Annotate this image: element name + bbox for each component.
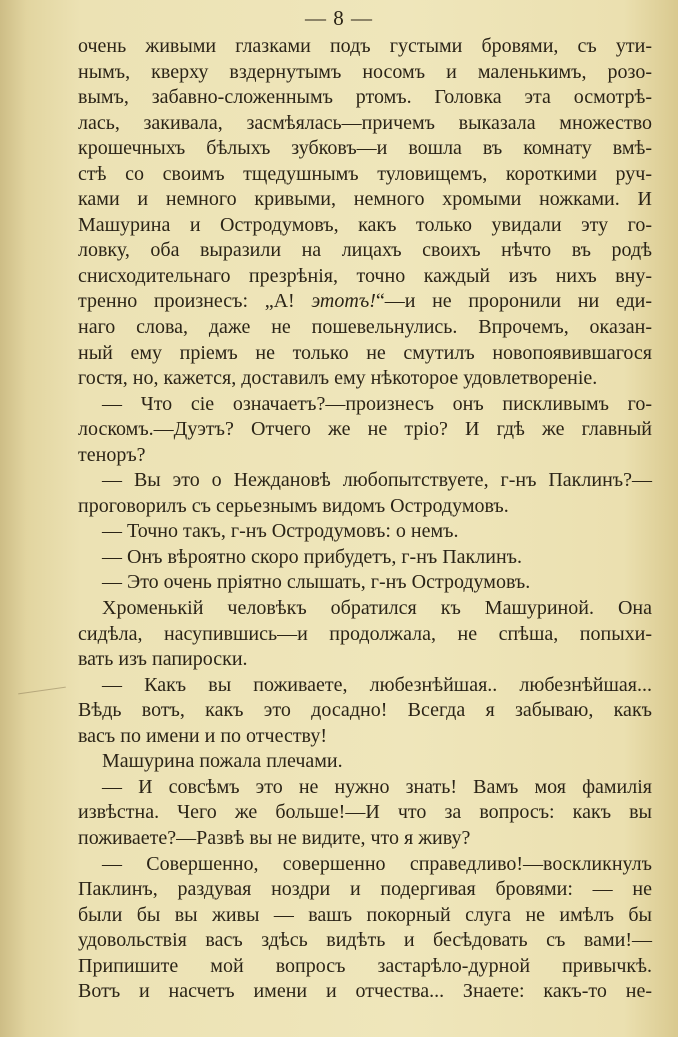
pencil-mark (18, 687, 66, 695)
text-line: крошечныхъ бѣлыхъ зубковъ—и вошла въ комнату вмѣ- (78, 137, 652, 160)
text-line: теноръ? (78, 443, 146, 466)
text-line: Машурина и Остродумовъ, какъ только увидали эту го- (78, 213, 652, 236)
text-line: стѣ со своимъ тщедушнымъ туловищемъ, короткими руч- (78, 162, 652, 185)
text-line: — Точно такъ, г-нъ Остродумовъ: о немъ. (102, 520, 459, 543)
italic-text: этотъ! (311, 290, 376, 313)
text-line: очень живыми глазками подъ густыми бровями, съ ути- (78, 35, 652, 57)
text-line: — Онъ вѣроятно скоро прибудетъ, г-нъ Паклинъ. (102, 545, 522, 568)
text-line: Машурина пожала плечами. (102, 750, 343, 773)
text-line: ками и немного кривыми, немного хромыми ножками. И (78, 188, 652, 211)
text-line (78, 289, 652, 315)
text-line: поживаете?—Развѣ вы не видите, что я живу? (78, 826, 471, 849)
text-line: ловку, оба выразили на лицахъ своихъ нѣчто въ родѣ (78, 239, 652, 262)
text-line: — Совершенно, совершенно справедливо!—воскликнулъ (102, 852, 652, 875)
text-line: васъ по имени и по отчеству! (78, 724, 327, 747)
page-number: — 8 — (305, 6, 373, 30)
text-line: проговорилъ съ серьезнымъ видомъ Остродумовъ. (78, 494, 509, 517)
text-line: — Что сіе означаетъ?—произнесъ онъ пискливымъ го- (102, 392, 652, 415)
text-segment: тренно произнесъ: „А! (78, 290, 312, 313)
text-line: вать изъ папироски. (78, 648, 248, 671)
text-line: — Это очень пріятно слышать, г-нъ Остродумовъ. (102, 571, 531, 594)
text-line: были бы вы живы — вашъ покорный слуга не имѣлъ бы (78, 903, 652, 926)
text-line: извѣстна. Чего же больше!—И что за вопросъ: какъ вы (78, 801, 652, 824)
text-line: сидѣла, насупившись—и продолжала, не спѣша, попыхи- (78, 622, 652, 645)
text-line: Хроменькій человѣкъ обратился къ Машуриной. Она (102, 597, 652, 620)
text-segment: “—и не проронили ни еди- (375, 290, 652, 313)
text-line: удовольствія васъ здѣсь видѣть и бесѣдовать съ вами!— (78, 929, 652, 952)
text-line: Паклинъ, раздувая ноздри и подергивая бровями: — не (78, 878, 652, 901)
text-line: Вѣдь вотъ, какъ это досадно! Всегда я забываю, какъ (78, 699, 652, 722)
text-line: наго слова, даже не пошевельнулись. Впрочемъ, оказан- (78, 316, 652, 339)
text-line: лась, закивала, засмѣялась—причемъ выказала множество (78, 111, 652, 134)
body-text (78, 34, 652, 1005)
text-line: — Какъ вы поживаете, любезнѣйшая.. любезнѣйшая... (102, 673, 652, 696)
text-line: ный ему пріемъ не только не смутилъ новопоявившагося (78, 341, 652, 364)
text-line: Вотъ и насчетъ имени и отчества... Знаете: какъ-то не- (78, 980, 652, 1003)
text-line: лоскомъ.—Дуэтъ? Отчего же не тріо? И гдѣ же главный (78, 418, 652, 441)
text-line: — Вы это о Неждановѣ любопытствуете, г-нъ Паклинъ?— (102, 469, 652, 492)
text-line: снисходительнаго презрѣнія, точно каждый изъ нихъ вну- (78, 264, 652, 287)
text-line: гостя, но, кажется, доставилъ ему нѣкоторое удовлетвореніе. (78, 367, 598, 390)
text-line: Припишите мой вопросъ застарѣло-дурной привычкѣ. (78, 954, 652, 977)
text-line: — И совсѣмъ это не нужно знать! Вамъ моя фамилія (102, 775, 652, 798)
text-line: вымъ, забавно-сложеннымъ ртомъ. Головка эта осмотрѣ- (78, 86, 652, 109)
text-line: нымъ, кверху вздернутымъ носомъ и маленькимъ, розо- (78, 60, 652, 83)
